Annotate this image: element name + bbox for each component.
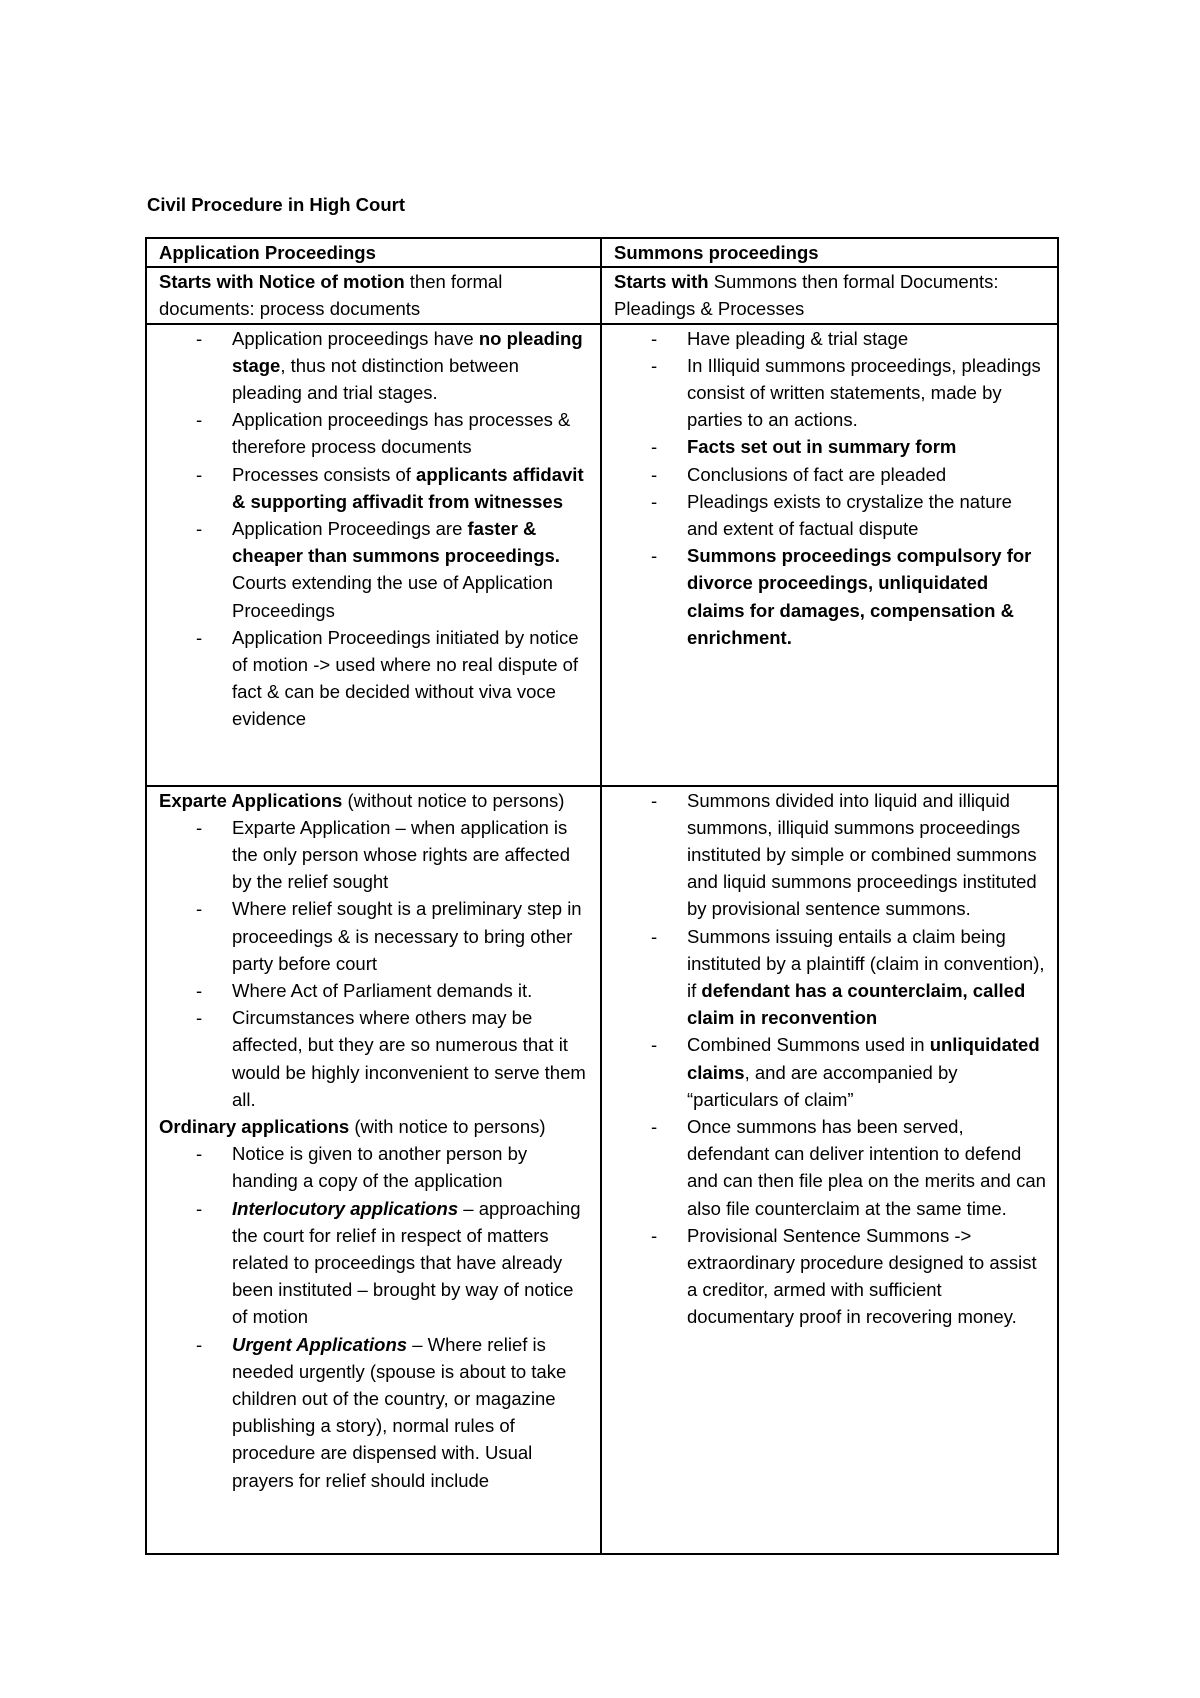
text: Courts extending the use of Application Proceedings bbox=[232, 572, 553, 621]
text: Summons divided into liquid and illiquid summons, illiquid summons proceedings instituted by simple or combined summons and liquid summons proceedings instituted by provisional sentence summons. bbox=[687, 789, 1037, 920]
bold-text: Summons proceedings compulsory for divorce proceedings, unliquidated claims for damages, compensation & enrichment. bbox=[687, 545, 1032, 648]
list-item bbox=[687, 488, 1047, 542]
list-item bbox=[687, 433, 1047, 460]
exparte-heading-bold: Exparte Applications bbox=[159, 789, 343, 811]
list-item bbox=[687, 787, 1047, 923]
header-summons-proceedings: Summons proceedings bbox=[601, 238, 1058, 267]
page-title: Civil Procedure in High Court bbox=[147, 194, 405, 215]
list-item bbox=[687, 325, 1047, 352]
list-item bbox=[232, 895, 590, 977]
exparte-heading-rest: (without notice to persons) bbox=[342, 789, 565, 811]
text: Conclusions of fact are pleaded bbox=[687, 463, 947, 485]
text: Have pleading & trial stage bbox=[687, 327, 909, 349]
header-row bbox=[146, 238, 1058, 267]
list-item bbox=[232, 814, 590, 896]
list-item bbox=[232, 461, 590, 515]
bold-text: unliquidated claims bbox=[687, 1034, 1040, 1083]
bold-text: Facts set out in summary form bbox=[687, 436, 957, 458]
text: – Where relief is needed urgently (spouse is about to take children out of the country, or magazine publishing a story), normal rules of procedure are dispensed with. Usual prayers for relief should include bbox=[232, 1333, 567, 1491]
ordinary-heading bbox=[159, 1113, 590, 1140]
text: Summons issuing entails a claim being instituted by a plaintiff (claim in convention), if bbox=[687, 925, 1045, 1002]
list-item bbox=[687, 352, 1047, 434]
text: , thus not distinction between pleading and trial stages. bbox=[232, 354, 519, 404]
text: – approaching the court for relief in respect of matters related to proceedings that have already been instituted – brought by way of notice of motion bbox=[232, 1197, 581, 1328]
exparte-list bbox=[159, 814, 590, 1113]
text: Exparte Application – when application is the only person whose rights are affected by the relief sought bbox=[232, 816, 571, 893]
subheader-row bbox=[146, 267, 1058, 323]
bold-text: faster & cheaper than summons proceedings. bbox=[232, 518, 560, 567]
subheader-application-bold: Starts with Notice of motion bbox=[159, 271, 405, 293]
comparison-table bbox=[145, 237, 1059, 1555]
bold-text: no pleading stage bbox=[232, 327, 583, 376]
list-item bbox=[232, 1004, 590, 1113]
application-features-list bbox=[159, 325, 590, 733]
text: Combined Summons used in bbox=[687, 1034, 930, 1056]
subheader-application bbox=[146, 267, 601, 323]
body-row-2 bbox=[146, 786, 1058, 1554]
application-types-cell bbox=[146, 786, 601, 1554]
bold-text: defendant has a counterclaim, called claim in reconvention bbox=[687, 980, 1026, 1029]
body-row-1 bbox=[146, 324, 1058, 786]
text: Pleadings exists to crystalize the nature and extent of factual dispute bbox=[687, 490, 1012, 540]
list-item bbox=[687, 1222, 1047, 1331]
list-item bbox=[232, 515, 590, 624]
list-item bbox=[232, 406, 590, 460]
list-item bbox=[232, 1331, 590, 1494]
text: , and are accompanied by “particulars of claim” bbox=[687, 1061, 958, 1110]
text: Application Proceedings are bbox=[232, 518, 468, 540]
summons-features-list bbox=[614, 325, 1047, 651]
list-item bbox=[232, 1195, 590, 1331]
list-item bbox=[232, 325, 590, 407]
text: In Illiquid summons proceedings, pleadings consist of written statements, made by parties to an actions. bbox=[687, 354, 1041, 431]
list-item bbox=[687, 1113, 1047, 1222]
list-item bbox=[232, 624, 590, 733]
ordinary-list bbox=[159, 1140, 590, 1494]
bold-text: Interlocutory applications bbox=[232, 1197, 459, 1219]
ordinary-heading-bold: Ordinary applications bbox=[159, 1116, 350, 1138]
header-application-proceedings: Application Proceedings bbox=[146, 238, 601, 267]
subheader-summons bbox=[601, 267, 1058, 323]
subheader-application-rest: then formal documents: process documents bbox=[159, 271, 503, 320]
text: Provisional Sentence Summons -> extraordinary procedure designed to assist a creditor, armed with sufficient documentary proof in recovering money. bbox=[687, 1224, 1037, 1328]
text: Notice is given to another person by handing a copy of the application bbox=[232, 1143, 528, 1192]
exparte-heading bbox=[159, 787, 590, 814]
bold-text: applicants affidavit & supporting affivadit from witnesses bbox=[232, 463, 584, 512]
text: Where Act of Parliament demands it. bbox=[232, 980, 533, 1002]
list-item bbox=[687, 923, 1047, 1032]
list-item bbox=[687, 1031, 1047, 1113]
ordinary-heading-rest: (with notice to persons) bbox=[349, 1116, 546, 1138]
summons-features-cell bbox=[601, 324, 1058, 786]
summons-types-cell bbox=[601, 786, 1058, 1554]
text: Application Proceedings initiated by notice of motion -> used where no real dispute of fact & can be decided without viva voce evidence bbox=[232, 626, 579, 730]
list-item bbox=[687, 461, 1047, 488]
list-item bbox=[232, 1140, 590, 1194]
text: Processes consists of bbox=[232, 463, 417, 485]
text: Once summons has been served, defendant can deliver intention to defend and can then file plea on the merits and can also file counterclaim at the same time. bbox=[687, 1116, 1046, 1219]
application-features-cell bbox=[146, 324, 601, 786]
text: Circumstances where others may be affected, but they are so numerous that it would be highly inconvenient to serve them all. bbox=[232, 1007, 586, 1110]
summons-types-list bbox=[614, 787, 1047, 1331]
subheader-summons-bold: Starts with bbox=[614, 271, 709, 293]
subheader-summons-rest: Summons then formal Documents: Pleadings & Processes bbox=[614, 271, 999, 320]
text: Where relief sought is a preliminary step in proceedings & is necessary to bring other party before court bbox=[232, 898, 582, 974]
text: Application proceedings have bbox=[232, 327, 479, 349]
list-item bbox=[687, 542, 1047, 651]
bold-text: Urgent Applications bbox=[232, 1333, 408, 1355]
list-item bbox=[232, 977, 590, 1004]
text: Application proceedings has processes & therefore process documents bbox=[232, 409, 571, 458]
